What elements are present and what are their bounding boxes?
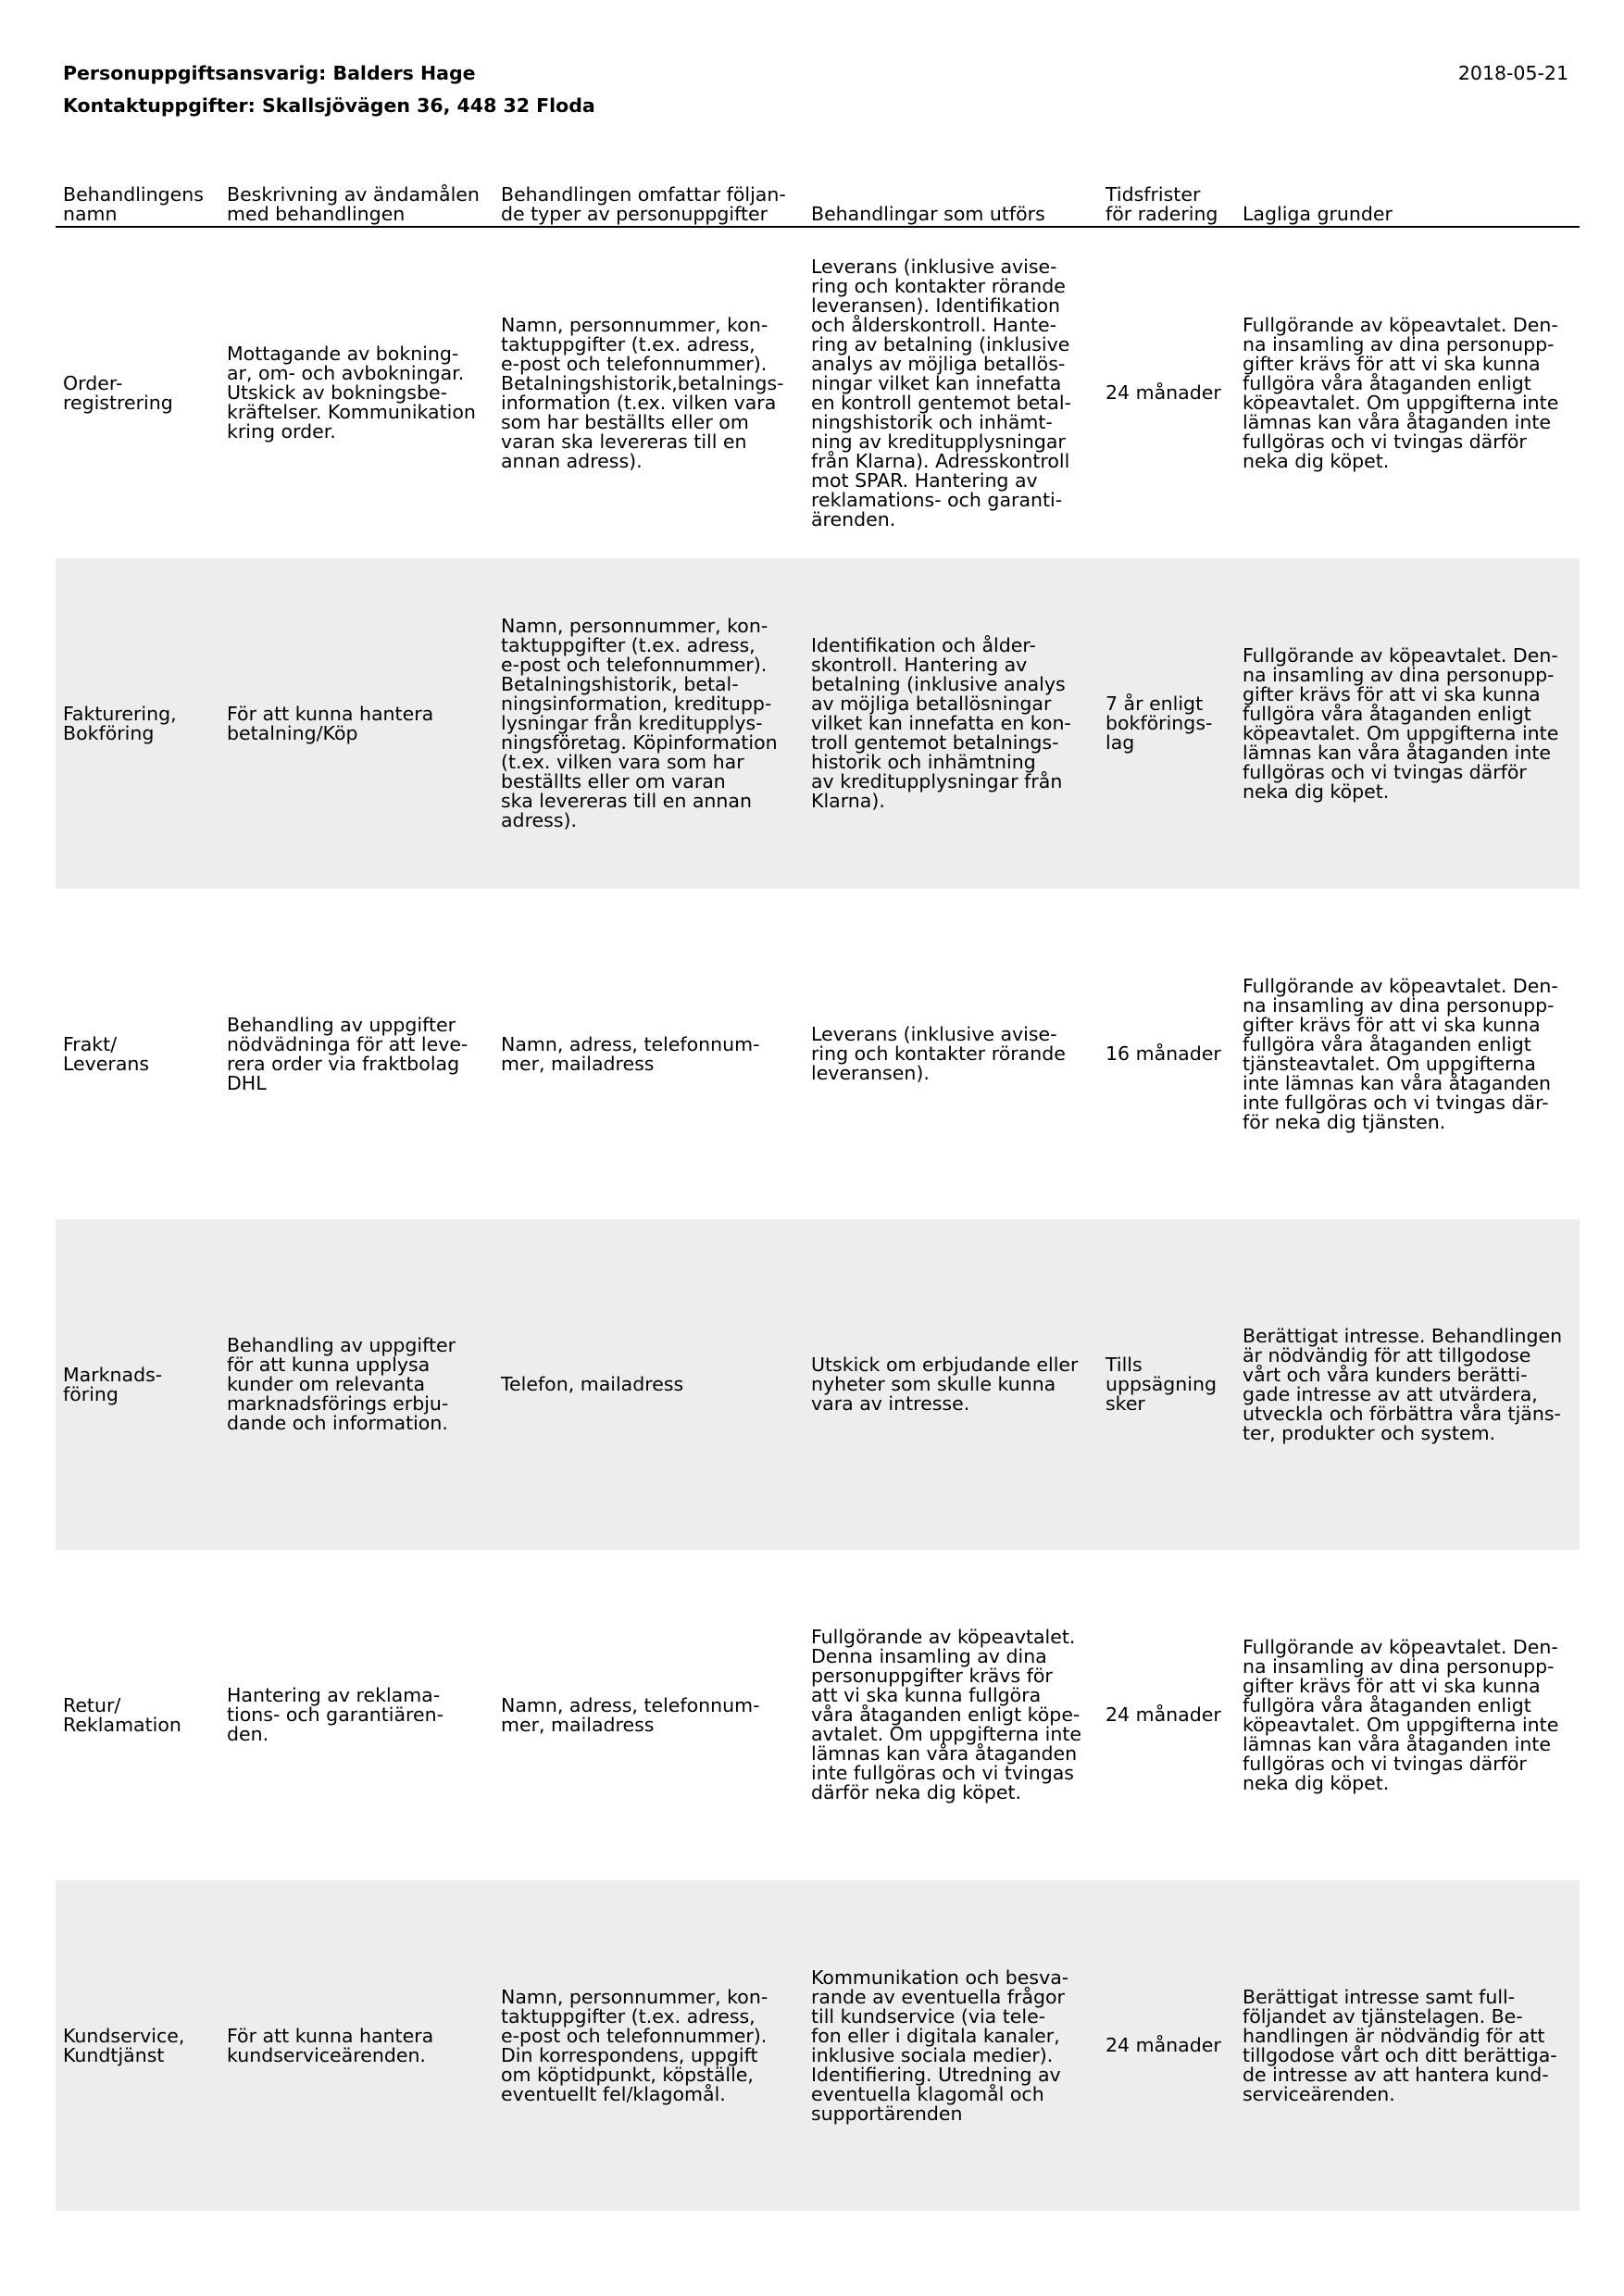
cell-retention — [1106, 1880, 1235, 2211]
cell-processing — [811, 558, 1100, 889]
cell-data-types — [501, 1550, 806, 1880]
cell-legal-basis — [1243, 889, 1576, 1219]
cell-text: Fullgörande av köpeavtalet. Den- na insamling av dina personupp- gifter krävs för att vi ska kunna fullgöra våra åtaganden enligt köpeavtalet. Om uppgifterna inte lämnas kan våra åtaganden inte fullgöras och vi tvingas därför neka dig köpet. — [1243, 1635, 1559, 1794]
cell-text: Fullgörande av köpeavtalet. Den- na insamling av dina personupp- gifter krävs för att vi ska kunna fullgöra våra åtaganden enligt köpeavtalet. Om uppgifterna inte lämnas kan våra åtaganden inte fullgöras och vi tvingas därför neka dig köpet. — [1243, 313, 1559, 472]
cell-text: För att kunna hantera kundserviceärenden. — [227, 2024, 434, 2066]
cell-data-types — [501, 558, 806, 889]
cell-purpose — [227, 889, 495, 1219]
cell-legal-basis — [1243, 1219, 1576, 1550]
cell-text: 16 månader — [1106, 1042, 1221, 1065]
column-header-purpose — [227, 185, 495, 224]
table-row — [56, 1550, 1580, 1880]
cell-text: Behandling av uppgifter för att kunna upplysa kunder om relevanta marknadsförings erbju- dande och information. — [227, 1334, 456, 1434]
cell-name — [63, 889, 220, 1219]
column-header-label: Behandlingen omfattar följan- de typer av personuppgifter — [501, 183, 786, 225]
column-header-label: Behandlingar som utförs — [811, 203, 1045, 225]
cell-text: Hantering av reklama- tions- och garantiären- den. — [227, 1684, 444, 1745]
cell-text: Namn, personnummer, kon- taktuppgifter (t.ex. adress, e-post och telefonnummer). Betalningshistorik, betal- ningsinformation, kreditupp- lysningar från kreditupplys- ningsföretag. Köpinformation (t.ex. vilken vara som har beställts eller om varan ska levereras till en annan adress). — [501, 615, 778, 831]
cell-data-types — [501, 1880, 806, 2211]
cell-processing — [811, 889, 1100, 1219]
column-header-label: Tidsfrister för radering — [1106, 183, 1218, 225]
cell-retention — [1106, 1550, 1235, 1880]
document-date: 2018-05-21 — [1457, 62, 1568, 84]
cell-purpose — [227, 1550, 495, 1880]
cell-purpose — [227, 1880, 495, 2211]
cell-text: Leverans (inklusive avise- ring och kontakter rörande leveransen). — [811, 1023, 1066, 1084]
cell-name — [63, 1219, 220, 1550]
cell-name — [63, 1550, 220, 1880]
column-header-name — [63, 185, 220, 224]
cell-processing — [811, 1550, 1100, 1880]
table-row — [56, 1219, 1580, 1550]
cell-purpose — [227, 558, 495, 889]
cell-name — [63, 228, 220, 558]
cell-text: Leverans (inklusive avise- ring och kontakter rörande leveransen). Identifikation och ålderskontroll. Hante- ring av betalning (inklusive analys av möjliga betallös- ningar vilket kan innefatta en kontroll gentemot betal- ningshistorik och inhämt- ning av kreditupplysningar från Klarna). Adresskontroll mot SPAR. Hantering av reklamations- och garanti- ärenden. — [811, 255, 1071, 530]
cell-text: Utskick om erbjudande eller nyheter som skulle kunna vara av intresse. — [811, 1354, 1079, 1415]
cell-text: Namn, personnummer, kon- taktuppgifter (t.ex. adress, e-post och telefonnummer). Betalningshistorik,betalnings- information (t.ex. vilken vara som har beställts eller om varan ska levereras till en annan adress). — [501, 313, 784, 472]
cell-text: Identifikation och ålder- skontroll. Hantering av betalning (inklusive analys av möjliga betallösningar vilket kan innefatta en kon- troll gentemot betalnings- historik och inhämtning av kreditupplysningar från Klarna). — [811, 634, 1071, 812]
cell-text: Berättigat intresse. Behandlingen är nödvändig för att tillgodose vårt och våra kunders berätti- gade intresse av att utvärdera, utveckla och förbättra våra tjäns- ter, produkter och system. — [1243, 1324, 1563, 1444]
cell-processing — [811, 1880, 1100, 2211]
column-header-label: Behandlingens namn — [63, 183, 204, 225]
cell-text: Tills uppsägning sker — [1106, 1354, 1217, 1415]
cell-data-types — [501, 1219, 806, 1550]
table-row — [56, 558, 1580, 889]
cell-text: Telefon, mailadress — [501, 1373, 684, 1395]
table-row — [56, 228, 1580, 558]
cell-data-types — [501, 889, 806, 1219]
document-header — [63, 57, 595, 122]
table-header — [56, 180, 1580, 228]
table-row — [56, 889, 1580, 1219]
cell-data-types — [501, 228, 806, 558]
cell-purpose — [227, 1219, 495, 1550]
cell-text: Kundservice, Kundtjänst — [63, 2024, 185, 2066]
cell-text: Behandling av uppgifter nödvädninga för att leve- rera order via fraktbolag DHL — [227, 1013, 468, 1094]
cell-text: Marknads- föring — [63, 1363, 163, 1405]
cell-text: 24 månader — [1106, 381, 1221, 404]
cell-text: Berättigat intresse samt full- följandet av tjänstelagen. Be- handlingen är nödvändig för att tillgodose vårt och ditt berättiga- de intresse av att hantera kund- serviceärenden. — [1243, 1985, 1557, 2105]
cell-processing — [811, 228, 1100, 558]
cell-text: Namn, adress, telefonnum- mer, mailadress — [501, 1693, 760, 1736]
cell-text: Frakt/ Leverans — [63, 1032, 150, 1075]
cell-name — [63, 558, 220, 889]
cell-retention — [1106, 889, 1235, 1219]
column-header-label: Lagliga grunder — [1243, 203, 1393, 225]
cell-legal-basis — [1243, 228, 1576, 558]
cell-text: Namn, adress, telefonnum- mer, mailadress — [501, 1032, 760, 1075]
cell-text: Fullgörande av köpeavtalet. Den- na insamling av dina personupp- gifter krävs för att vi ska kunna fullgöra våra åtaganden enligt tjänsteavtalet. Om uppgifterna inte lämnas kan våra åtaganden inte fullgöras och vi tvingas där- för neka dig tjänsten. — [1243, 974, 1558, 1133]
cell-purpose — [227, 228, 495, 558]
table-row — [56, 1880, 1580, 2211]
cell-retention — [1106, 1219, 1235, 1550]
cell-legal-basis — [1243, 1880, 1576, 2211]
contact-line: Kontaktuppgifter: Skallsjövägen 36, 448 32 Floda — [63, 94, 595, 117]
cell-processing — [811, 1219, 1100, 1550]
cell-text: Namn, personnummer, kon- taktuppgifter (t.ex. adress, e-post och telefonnummer). Din korrespondens, uppgift om köptidpunkt, köpställe, eventuellt fel/klagomål. — [501, 1985, 768, 2105]
cell-name — [63, 1880, 220, 2211]
cell-text: Retur/ Reklamation — [63, 1693, 181, 1736]
column-header-label: Beskrivning av ändamålen med behandlingen — [227, 183, 480, 225]
column-header-processing — [811, 205, 1100, 224]
column-header-retention — [1106, 185, 1235, 224]
cell-legal-basis — [1243, 558, 1576, 889]
controller-line: Personuppgiftsansvarig: Balders Hage — [63, 62, 476, 84]
cell-text: Mottagande av bokning- ar, om- och avbokningar. Utskick av bokningsbe- kräftelser. Kommunikation kring order. — [227, 343, 476, 443]
cell-text: 24 månader — [1106, 1703, 1221, 1726]
cell-retention — [1106, 228, 1235, 558]
cell-text: Fullgörande av köpeavtalet. Denna insamling av dina personuppgifter krävs för att vi ska kunna fullgöra våra åtaganden enligt köpe- avtalet. Om uppgifterna inte lämnas kan våra åtaganden inte fullgöras och vi tvingas därför neka dig köpet. — [811, 1626, 1082, 1803]
cell-legal-basis — [1243, 1550, 1576, 1880]
cell-text: Fakturering, Bokföring — [63, 702, 177, 744]
column-header-data-types — [501, 185, 806, 224]
cell-text: Order- registrering — [63, 371, 173, 414]
column-header-legal-basis — [1243, 205, 1576, 224]
cell-text: 7 år enligt bokförings- lag — [1106, 693, 1213, 754]
cell-retention — [1106, 558, 1235, 889]
cell-text: Kommunikation och besva- rande av eventuella frågor till kundservice (via tele- fon eller i digitala kanaler, inklusive sociala medier). Identifiering. Utredning av eventuella klagomål och supportärenden — [811, 1965, 1069, 2125]
cell-text: Fullgörande av köpeavtalet. Den- na insamling av dina personupp- gifter krävs för att vi ska kunna fullgöra våra åtaganden enligt köpeavtalet. Om uppgifterna inte lämnas kan våra åtaganden inte fullgöras och vi tvingas därför neka dig köpet. — [1243, 643, 1559, 803]
cell-text: För att kunna hantera betalning/Köp — [227, 702, 434, 744]
cell-text: 24 månader — [1106, 2034, 1221, 2056]
